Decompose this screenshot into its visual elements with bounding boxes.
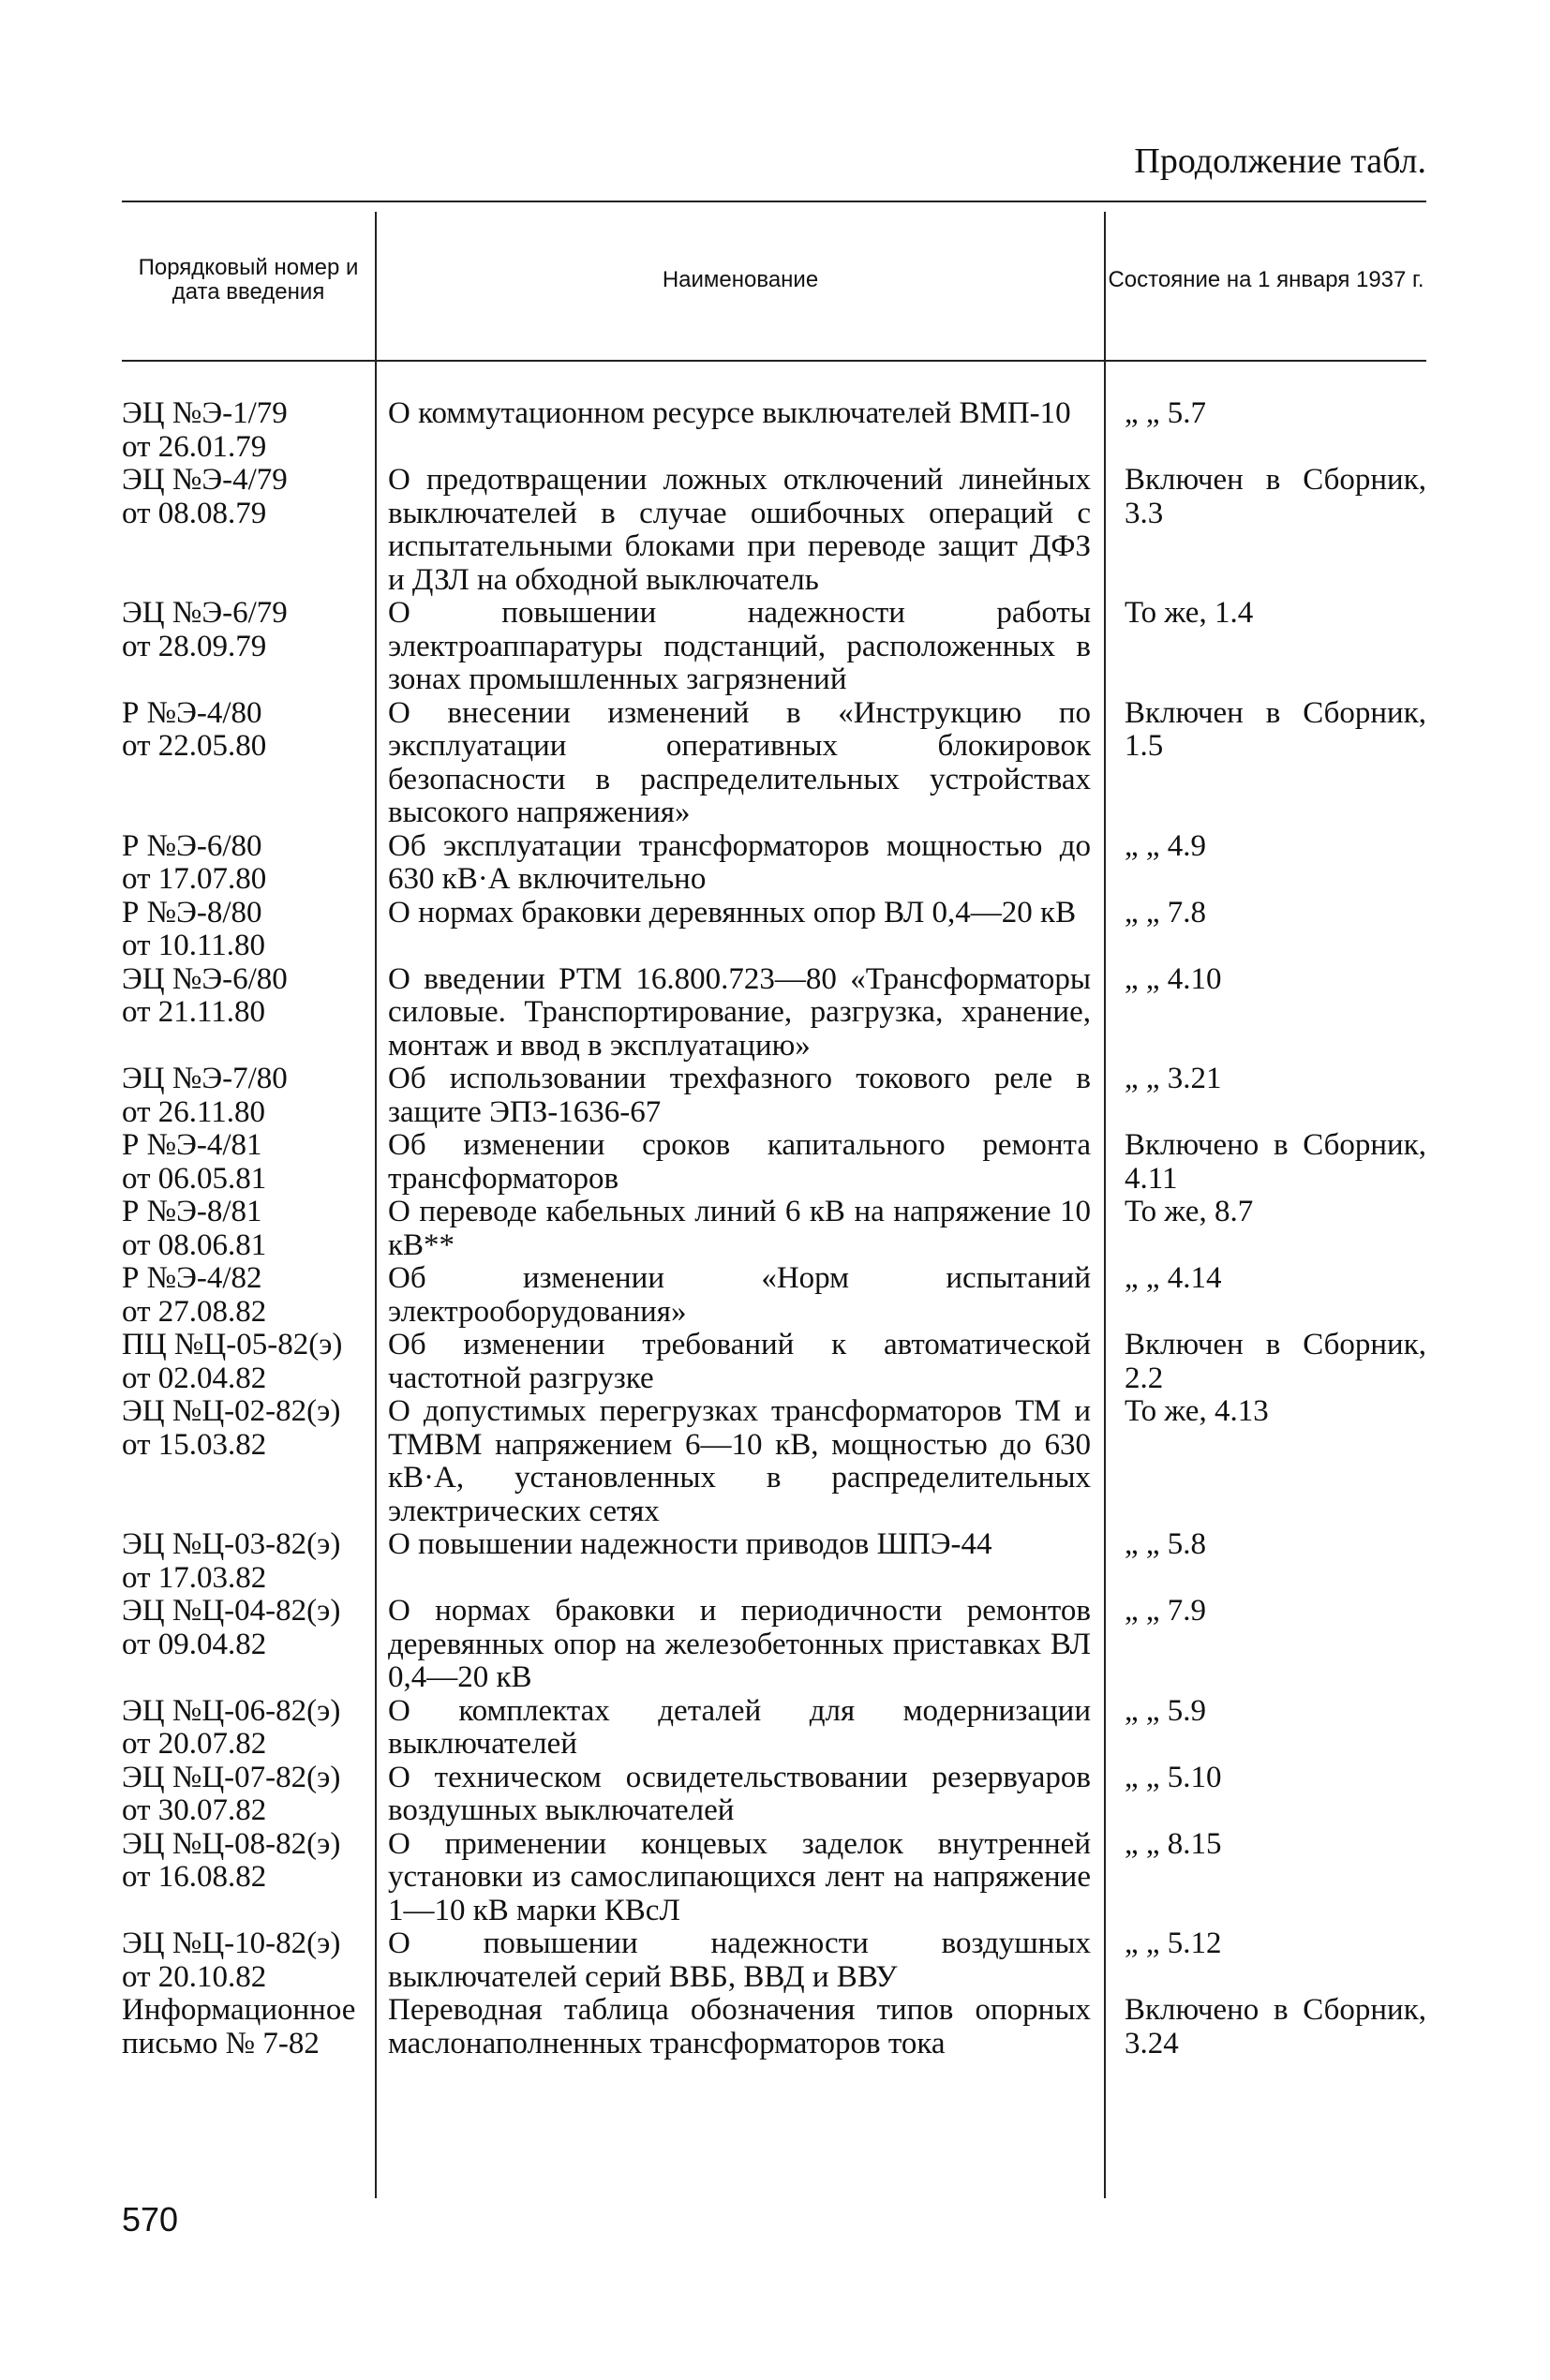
table-row bbox=[122, 1695, 1426, 1762]
column-header-status: Состояние на 1 января 1937 г. bbox=[1108, 267, 1424, 292]
row-number-date: ЭЦ №Ц-08-82(э) от 16.08.82 bbox=[122, 1826, 341, 1894]
table-row bbox=[122, 830, 1426, 897]
row-title: Об изменении сроков капитального ремонта трансформаторов bbox=[388, 1128, 1091, 1196]
table-row bbox=[122, 1828, 1426, 1928]
row-title: О внесении изменений в «Инструкцию по эксплуатации оперативных блокировок безопасности в распределительных устройствах высокого напряжения» bbox=[388, 695, 1091, 829]
row-status: То же, 1.4 bbox=[1125, 596, 1254, 630]
row-number-date: ЭЦ №Э-4/79 от 08.08.79 bbox=[122, 463, 288, 530]
table-row bbox=[122, 1994, 1426, 2060]
column-header-name: Наименование bbox=[662, 267, 819, 292]
table-row bbox=[122, 897, 1426, 963]
row-number-date: ЭЦ №Ц-10-82(э) от 20.10.82 bbox=[122, 1926, 341, 1994]
row-number-date: Информационное письмо № 7-82 bbox=[122, 1993, 356, 2060]
row-title: О техническом освидетельствовании резервуаров воздушных выключателей bbox=[388, 1760, 1091, 1827]
row-number-date: Р №Э-6/80 от 17.07.80 bbox=[122, 828, 267, 896]
row-title: О переводе кабельных линий 6 кВ на напряжение 10 кВ** bbox=[388, 1195, 1091, 1262]
row-status: „ „ 7.9 bbox=[1125, 1594, 1207, 1628]
row-number-date: ЭЦ №Ц-06-82(э) от 20.07.82 bbox=[122, 1693, 341, 1761]
row-title: Об изменении «Норм испытаний электрооборудования» bbox=[388, 1261, 1091, 1329]
column-header-number: Порядковый номер и дата введения bbox=[138, 255, 359, 305]
row-number-date: ЭЦ №Э-6/80 от 21.11.80 bbox=[122, 961, 288, 1029]
table-row bbox=[122, 1063, 1426, 1129]
row-status: Включен в Сборник, 3.3 bbox=[1125, 463, 1426, 530]
row-title: О коммутационном ресурсе выключателей ВМП-10 bbox=[388, 396, 1071, 430]
row-title: Об эксплуатации трансформаторов мощностью до 630 кВ·А включительно bbox=[388, 828, 1091, 896]
row-status: Включен в Сборник, 2.2 bbox=[1125, 1328, 1426, 1395]
row-number-date: ЭЦ №Ц-02-82(э) от 15.03.82 bbox=[122, 1394, 341, 1462]
table-row bbox=[122, 1262, 1426, 1329]
row-title: Переводная таблица обозначения типов опорных маслонаполненных трансформаторов тока bbox=[388, 1993, 1091, 2060]
table-row bbox=[122, 963, 1426, 1064]
row-status: „ „ 5.7 bbox=[1125, 396, 1207, 430]
row-title: О повышении надежности воздушных выключателей серий ВВБ, ВВД и ВВУ bbox=[388, 1926, 1091, 1994]
table-row bbox=[122, 1927, 1426, 1994]
table-row bbox=[122, 397, 1426, 464]
row-number-date: Р №Э-4/82 от 27.08.82 bbox=[122, 1261, 267, 1329]
row-title: Об изменении требований к автоматической частотной разгрузке bbox=[388, 1328, 1091, 1395]
row-status: „ „ 3.21 bbox=[1125, 1062, 1222, 1095]
table-row bbox=[122, 1595, 1426, 1695]
row-status: „ „ 5.8 bbox=[1125, 1527, 1207, 1561]
row-title: О нормах браковки и периодичности ремонтов деревянных опор на железобетонных приставках ВЛ 0,4—20 кВ bbox=[388, 1594, 1091, 1694]
continuation-label: Продолжение табл. bbox=[1134, 141, 1426, 181]
row-title: Об использовании трехфазного токового реле в защите ЭПЗ-1636-67 bbox=[388, 1062, 1091, 1129]
row-status: „ „ 4.10 bbox=[1125, 961, 1222, 996]
table-row bbox=[122, 597, 1426, 697]
row-status: „ „ 4.14 bbox=[1125, 1261, 1222, 1295]
row-number-date: Р №Э-4/80 от 22.05.80 bbox=[122, 695, 267, 763]
row-title: О нормах браковки деревянных опор ВЛ 0,4—20 кВ bbox=[388, 895, 1077, 930]
table-row bbox=[122, 1196, 1426, 1262]
row-number-date: ЭЦ №Э-6/79 от 28.09.79 bbox=[122, 596, 288, 663]
row-title: О предотвращении ложных отключений линейных выключателей в случае ошибочных операций с испытательными блоками при переводе защит ДФЗ и ДЗЛ на обходной выключатель bbox=[388, 463, 1091, 597]
row-number-date: Р №Э-8/80 от 10.11.80 bbox=[122, 895, 266, 962]
row-status: „ „ 5.12 bbox=[1125, 1926, 1222, 1960]
table-header-rule bbox=[122, 360, 1426, 362]
table-row bbox=[122, 1129, 1426, 1196]
table-row bbox=[122, 697, 1426, 830]
row-number-date: Р №Э-4/81 от 06.05.81 bbox=[122, 1128, 267, 1196]
row-status: „ „ 5.10 bbox=[1125, 1760, 1222, 1794]
table-row bbox=[122, 1762, 1426, 1828]
row-status: То же, 8.7 bbox=[1125, 1195, 1254, 1228]
table-row bbox=[122, 1528, 1426, 1595]
table-body bbox=[122, 397, 1426, 2060]
table-row bbox=[122, 1329, 1426, 1395]
row-number-date: ЭЦ №Ц-03-82(э) от 17.03.82 bbox=[122, 1527, 341, 1595]
row-title: О введении РТМ 16.800.723—80 «Трансформаторы силовые. Транспортирование, разгрузка, хранение, монтаж и ввод в эксплуатацию» bbox=[388, 961, 1091, 1063]
row-number-date: ПЦ №Ц-05-82(э) от 02.04.82 bbox=[122, 1328, 343, 1395]
row-title: О повышении надежности работы электроаппаратуры подстанций, расположенных в зонах промышленных загрязнений bbox=[388, 596, 1091, 696]
row-status: То же, 4.13 bbox=[1125, 1394, 1269, 1428]
row-number-date: Р №Э-8/81 от 08.06.81 bbox=[122, 1195, 267, 1262]
row-number-date: ЭЦ №Э-7/80 от 26.11.80 bbox=[122, 1062, 288, 1129]
table-row bbox=[122, 1395, 1426, 1528]
row-status: „ „ 8.15 bbox=[1125, 1826, 1222, 1861]
row-status: Включено в Сборник, 4.11 bbox=[1125, 1128, 1426, 1196]
row-title: О комплектах деталей для модернизации выключателей bbox=[388, 1693, 1091, 1761]
row-number-date: ЭЦ №Ц-07-82(э) от 30.07.82 bbox=[122, 1760, 341, 1827]
row-title: О повышении надежности приводов ШПЭ-44 bbox=[388, 1527, 992, 1561]
row-status: Включено в Сборник, 3.24 bbox=[1125, 1993, 1426, 2060]
row-status: „ „ 4.9 bbox=[1125, 828, 1207, 863]
page-number: 570 bbox=[122, 2200, 179, 2239]
row-title: О применении концевых заделок внутренней установки из самослипающихся лент на напряжение 1—10 кВ марки КВсЛ bbox=[388, 1826, 1091, 1927]
row-title: О допустимых перегрузках трансформаторов ТМ и ТМВМ напряжением 6—10 кВ, мощностью до 630 кВ·А, установленных в распределительных электрических сетях bbox=[388, 1394, 1091, 1528]
table-row bbox=[122, 464, 1426, 597]
row-status: „ „ 7.8 bbox=[1125, 895, 1207, 930]
row-number-date: ЭЦ №Э-1/79 от 26.01.79 bbox=[122, 396, 288, 464]
row-number-date: ЭЦ №Ц-04-82(э) от 09.04.82 bbox=[122, 1594, 341, 1661]
row-status: „ „ 5.9 bbox=[1125, 1693, 1207, 1728]
row-status: Включен в Сборник, 1.5 bbox=[1125, 695, 1426, 763]
